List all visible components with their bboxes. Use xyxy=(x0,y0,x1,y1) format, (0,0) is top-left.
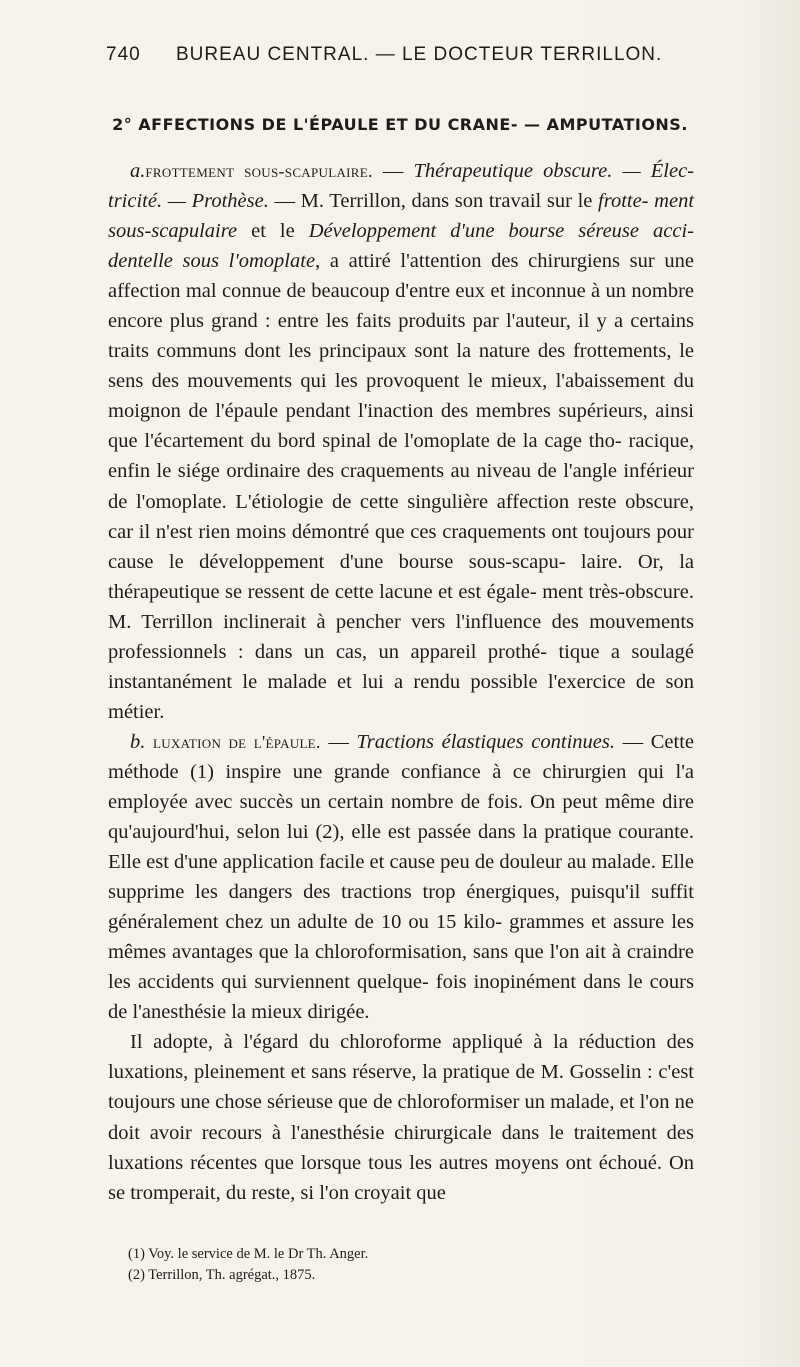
para-a-italic-2: frotte- ment sous-scapulaire xyxy=(108,190,695,243)
footnote-2: (2) Terrillon, Th. agrégat., 1875. xyxy=(128,1267,316,1283)
para-b-text-1: — xyxy=(320,730,357,753)
running-title: BUREAU CENTRAL. — LE DOCTEUR TERRILLON. xyxy=(176,44,663,65)
paragraph-b xyxy=(108,727,694,1027)
para-b-heading: luxation de l'épaule. xyxy=(153,731,321,752)
running-head xyxy=(106,44,706,66)
para-a-italic-3: Développement d'une bourse séreuse acci- dentelle sous l'omoplate xyxy=(108,220,694,273)
para-a-text-1: — xyxy=(372,160,414,182)
page-number: 740 xyxy=(106,44,141,65)
para-a-italic-1: Thérapeutique obscure. — Élec- tricité. — Prothèse. xyxy=(108,160,694,213)
section-title: 2° AFFECTIONS DE L'ÉPAULE ET DU CRANE- — AMPUTATIONS. xyxy=(112,115,688,134)
para-a-text-4: , a attiré l'attention des chirurgiens sur une affection mal connue de beaucoup d'entre eux et inconnue à un nombre encore plus grand : entre les faits produits par l'auteur, il y a certains traits communs dont les principaux sont la nature des frottements, le sens des mouvements qui les provoquent le mieux, l'abaissement du moignon de l'épaule pendant l'inaction des membres supérieurs, ainsi que l'écartement du bord spinal de l'omoplate de la cage tho- racique, enfin le siége ordinaire des craquements au niveau de l'angle inférieur de l'omoplate. L'étiologie de cette singulière affection reste obscure, car il n'est rien moins démontré que ces craquements ont toujours pour cause le développement d'une bourse sous-scapu- laire. Or, la thérapeutique se ressent de cette lacune et est égale- ment très-obscure. M. Terrillon inclinerait à pencher vers l'influence des mouvements professionnels : dans un cas, un appareil prothé- tique a soulagé instantanément le malade et lui a rendu possible l'exercice de son métier. xyxy=(108,250,694,723)
para-a-text-2: — M. Terrillon, dans son travail sur le xyxy=(268,190,599,213)
footnote-1: (1) Voy. le service de M. le Dr Th. Anger. xyxy=(128,1246,369,1262)
footnotes xyxy=(128,1244,688,1286)
para-b-label: b. xyxy=(130,730,146,753)
paragraph-a xyxy=(108,156,694,727)
para-a-text-3: et le xyxy=(237,220,309,243)
para-a-label: a. xyxy=(130,160,146,182)
paragraph-c: Il adopte, à l'égard du chloroforme appliqué à la réduction des luxations, pleinement et sans réserve, la pratique de M. Gosselin : c'est toujours une chose sérieuse que de chloroformiser un malade, et l'on ne doit avoir recours à l'anesthésie chirurgicale dans le traitement des luxations récentes que lorsque tous les autres moyens ont échoué. On se tromperait, du reste, si l'on croyait que xyxy=(108,1031,694,1204)
para-a-heading: frottement sous-scapulaire. xyxy=(145,161,373,181)
para-b-text-2: — Cette méthode (1) inspire une grande confiance à ce chirurgien qui l'a employée avec succès un certain nombre de fois. On peut même dire qu'aujourd'hui, selon lui (2), elle est passée dans la pratique courante. Elle est d'une application facile et cause peu de douleur au malade. Elle supprime les dangers des tractions trop énergiques, puisqu'il suffit généralement chez un adulte de 10 ou 15 kilo- grammes et assure les mêmes avantages que la chloroformisation, sans que l'on ait à craindre les accidents qui surviennent quelque- fois inopinément dans le cours de l'anesthésie la mieux dirigée. xyxy=(108,730,695,1024)
para-b-italic-1: Tractions élastiques continues. xyxy=(356,730,615,753)
body-text xyxy=(108,156,694,1208)
